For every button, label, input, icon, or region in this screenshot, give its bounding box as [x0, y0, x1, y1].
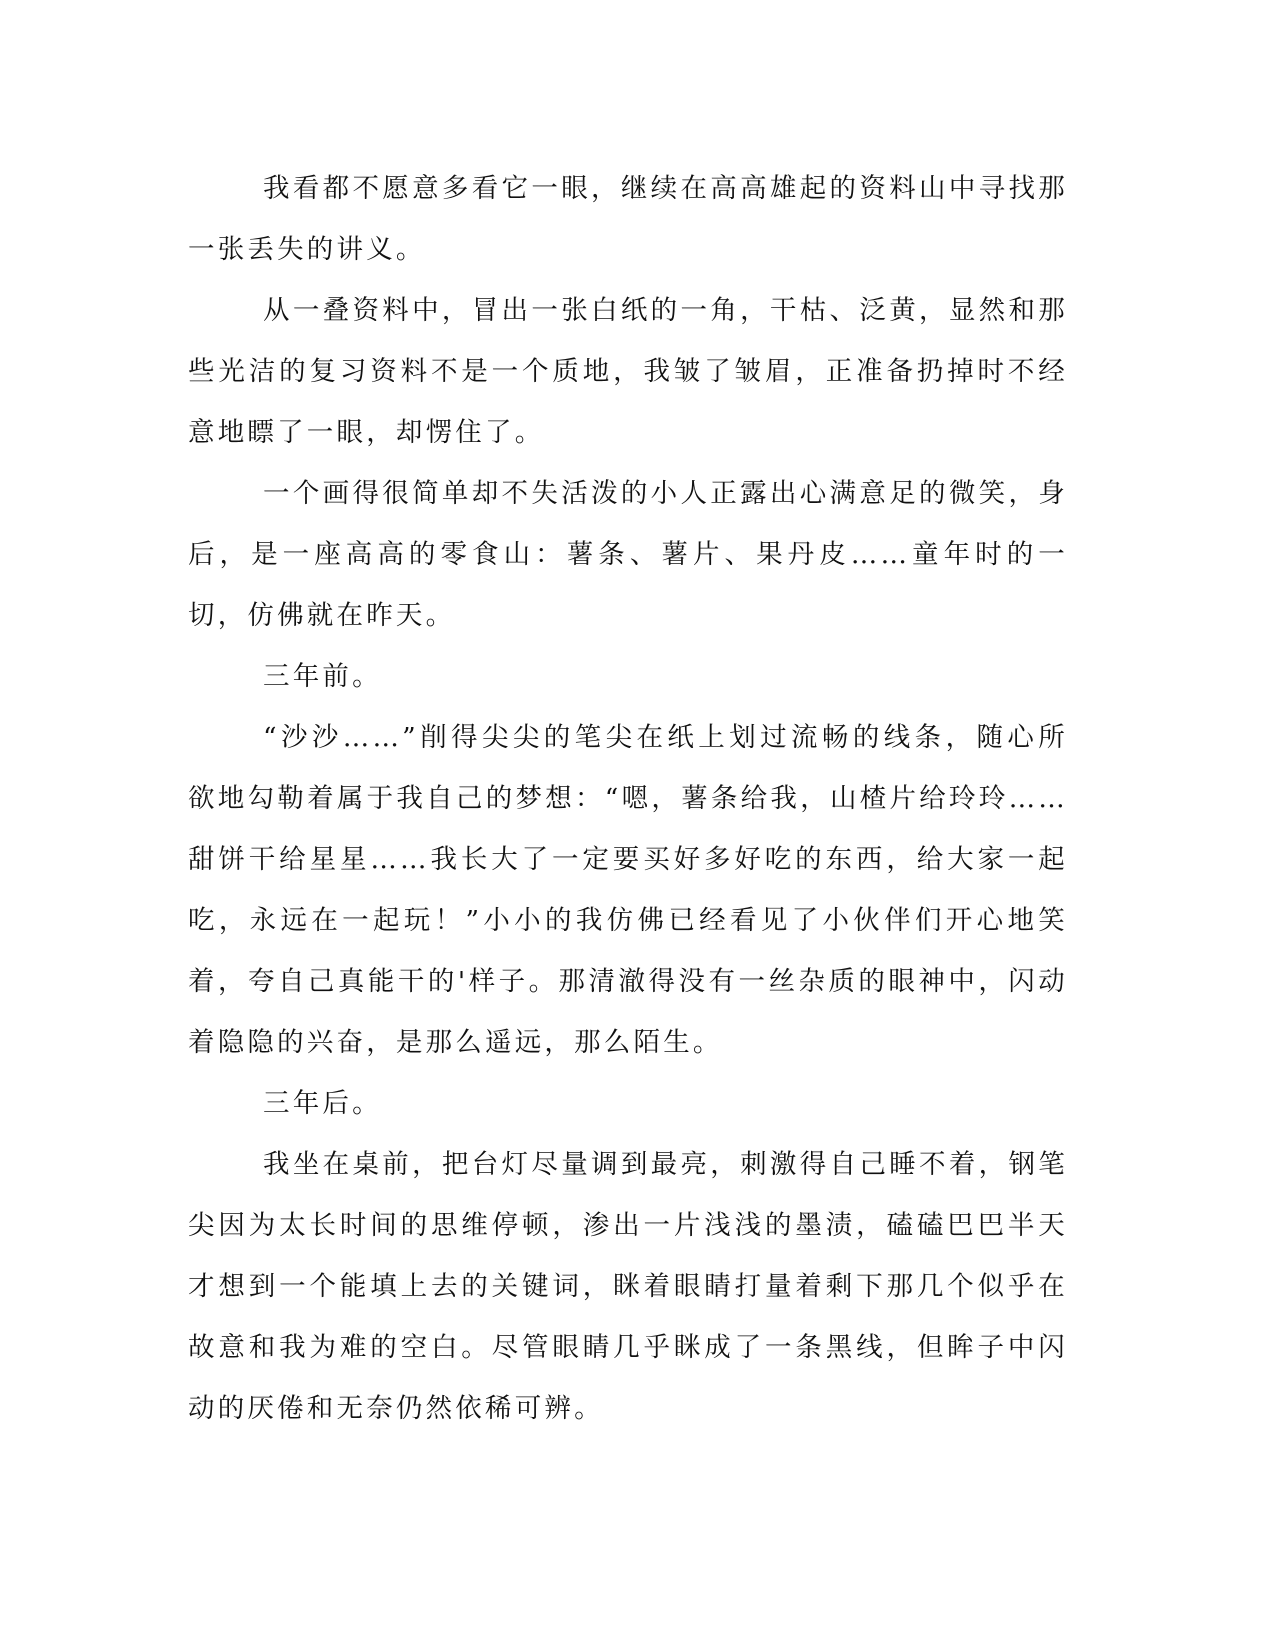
paragraph-4: 三年前。 — [263, 661, 382, 692]
paragraph-5: “沙沙……”削得尖尖的笔尖在纸上划过流畅的线条，随心所欲地勾勒着属于我自己的梦想：“嗯，薯条给我，山楂片给玲玲……甜饼干给星星……我长大了一定要买好多好吃的东西，给大家一起吃，永远在一起玩！”小小的我仿佛已经看见了小伙伴们开心地笑着，夸自己真能干的'样子。那清澈得没有一丝杂质的眼神中，闪动着隐隐的兴奋，是那么遥远，那么陌生。 — [188, 722, 1068, 1058]
paragraph-3: 一个画得很简单却不失活泼的小人正露出心满意足的微笑，身后，是一座高高的零食山：薯条、薯片、果丹皮……童年时的一切，仿佛就在昨天。 — [188, 478, 1068, 631]
paragraph-2: 从一叠资料中，冒出一张白纸的一角，干枯、泛黄，显然和那些光洁的复习资料不是一个质地，我皱了皱眉，正准备扔掉时不经意地瞟了一眼，却愣住了。 — [188, 295, 1068, 448]
paragraph-1: 我看都不愿意多看它一眼，继续在高高雄起的资料山中寻找那一张丢失的讲义。 — [188, 173, 1068, 265]
paragraph-6: 三年后。 — [263, 1088, 382, 1119]
paragraph-7: 我坐在桌前，把台灯尽量调到最亮，刺激得自己睡不着，钢笔尖因为太长时间的思维停顿，渗出一片浅浅的墨渍，磕磕巴巴半天才想到一个能填上去的关键词，眯着眼睛打量着剩下那几个似乎在故意和我为难的空白。尽管眼睛几乎眯成了一条黑线，但眸子中闪动的厌倦和无奈仍然依稀可辨。 — [188, 1149, 1068, 1424]
document-body — [188, 158, 1068, 1439]
